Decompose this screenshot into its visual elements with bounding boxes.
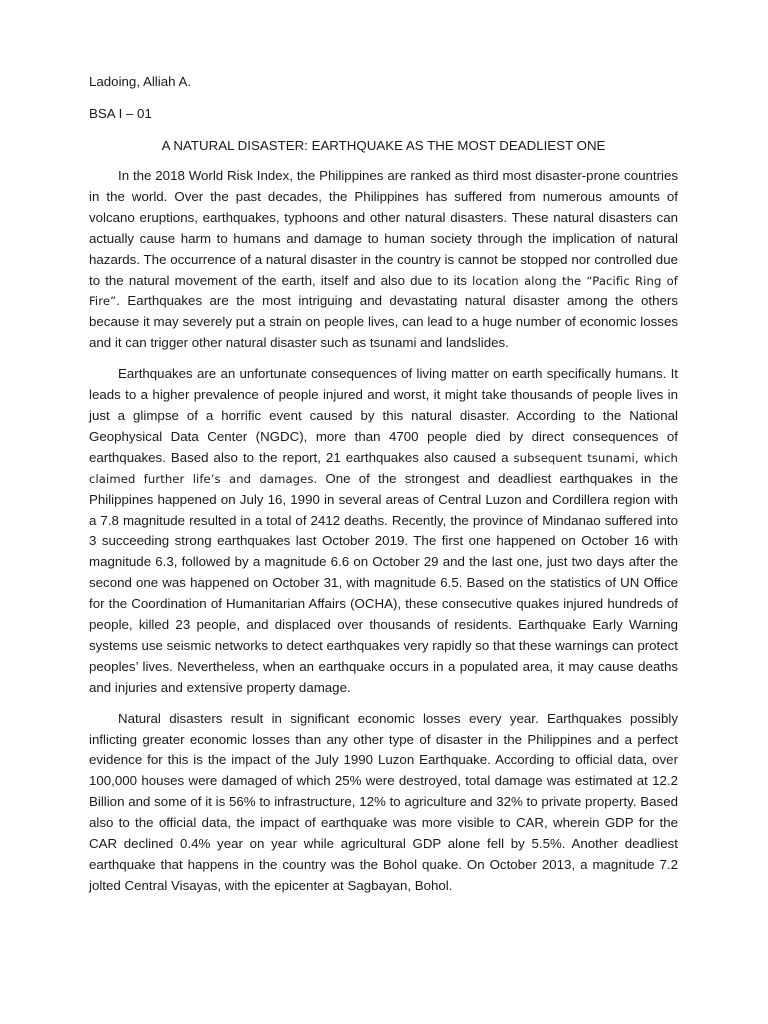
paragraph-1 xyxy=(89,166,678,354)
course-section: BSA I – 01 xyxy=(89,106,152,121)
paragraph-3: Natural disasters result in significant economic losses every year. Earthquakes possibly inflicting greater economic losses than any other type of disaster in the Philippines and a perfect evidence for this is the impact of the July 1990 Luzon Earthquake. According to official data, over 100,000 houses were damaged of which 25% were destroyed, total damage was estimated at 12.2 Billion and some of it is 56% to infrastructure, 12% to agriculture and 32% to private property. Based also to the official data, the impact of earthquake was more visible to CAR, wherein GDP for the CAR declined 0.4% year on year while agricultural GDP alone fell by 5.5%. Another deadliest earthquake that happens in the country was the Bohol quake. On October 2013, a magnitude 7.2 jolted Central Visayas, with the epicenter at Sagbayan, Bohol. xyxy=(89,710,678,893)
paragraph-1-text-b: Earthquakes are the most intriguing and devastating natural disaster among the others because it may severely put a strain on people lives, can lead to a huge number of economic losses and it can trigger other natural disaster such as tsunami and landslides. xyxy=(89,293,678,351)
paragraph-1-pasted-text: location along the “Pacific Ring of Fire”. xyxy=(89,273,678,309)
paragraph-2-text-a: Earthquakes are an unfortunate consequences of living matter on earth specifically humans. It leads to a higher prevalence of people injured and worst, it might take thousands of people lives in just a glimpse of a horrific event caused by this natural disaster. According to the National Geophysical Data Center (NGDC), more than 4700 people died by direct consequences of earthquakes. Based also to the report, 21 earthquakes also caused a xyxy=(89,366,678,465)
essay-title: A NATURAL DISASTER: EARTHQUAKE AS THE MOST DEADLIEST ONE xyxy=(161,138,606,153)
paragraph-1-text-a: In the 2018 World Risk Index, the Philippines are ranked as third most disaster-prone countries in the world. Over the past decades, the Philippines has suffered from numerous amounts of volcano eruptions, earthquakes, typhoons and other natural disasters. These natural disasters can actually cause harm to humans and damage to human society through the implication of natural hazards. The occurrence of a natural disaster in the country is cannot be stopped nor controlled due to the natural movement of the earth, itself and also due to its xyxy=(89,168,678,288)
document-page xyxy=(89,72,678,907)
paragraph-2-pasted-text: subsequent tsunami, which claimed further life’s and damages xyxy=(89,450,678,486)
paragraph-2 xyxy=(89,364,678,699)
author-name: Ladoing, Alliah A. xyxy=(89,74,192,89)
paragraph-2-text-b: . One of the strongest and deadliest earthquakes in the Philippines happened on July 16, 1990 in several areas of Central Luzon and Cordillera region with a 7.8 magnitude resulted in a total of 2412 deaths. Recently, the province of Mindanao suffered into 3 succeeding strong earthquakes last October 2019. The first one happened on October 16 with magnitude 6.3, followed by a magnitude 6.6 on October 29 and the last one, just two days after the second one was happened on October 31, with magnitude 6.5. Based on the statistics of UN Office for the Coordination of Humanitarian Affairs (OCHA), these consecutive quakes injured hundreds of people, killed 23 people, and displaced over thousands of residents. Earthquake Early Warning systems use seismic networks to detect earthquakes very rapidly so that these warnings can protect peoples’ lives. Nevertheless, when an earthquake occurs in a populated area, it may cause deaths and injuries and extensive property damage. xyxy=(89,470,678,695)
